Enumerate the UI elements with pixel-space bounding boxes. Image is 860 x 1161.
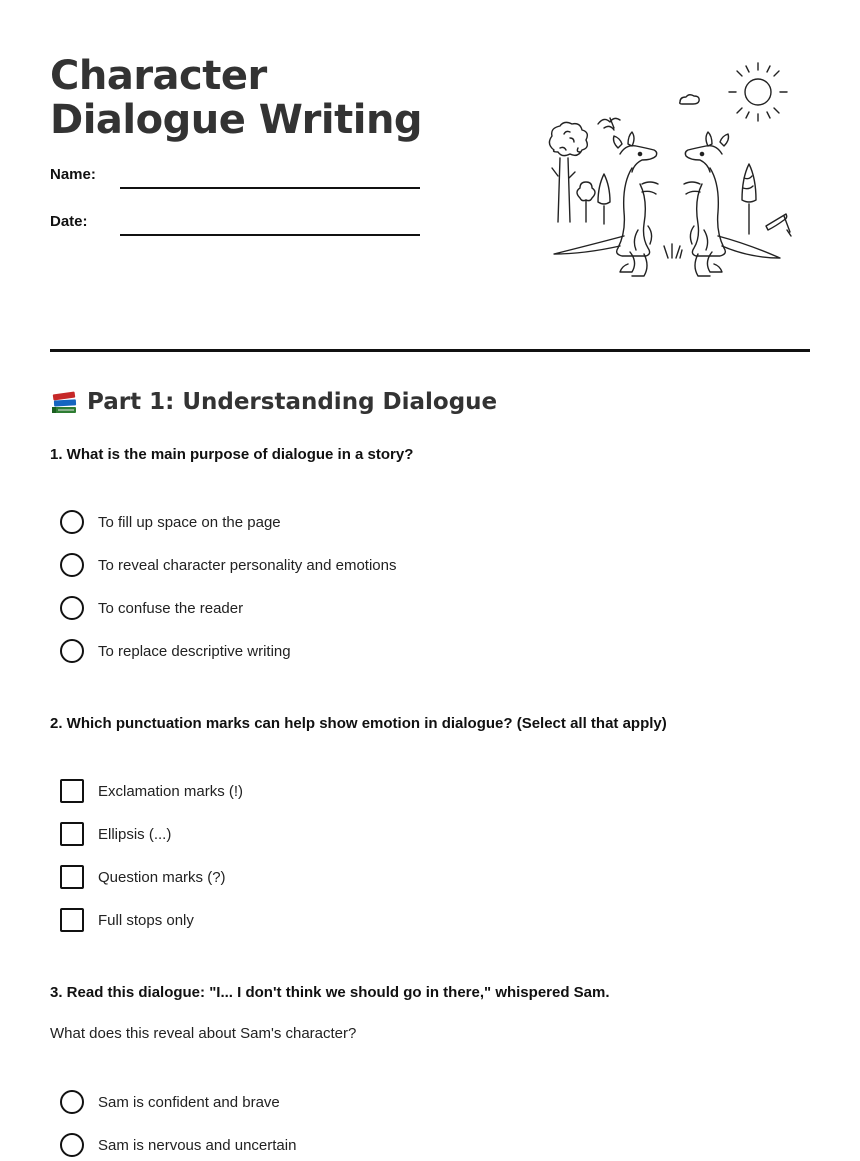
name-input-line[interactable]	[120, 187, 420, 189]
q1-option-4[interactable]	[60, 638, 291, 664]
section-title	[50, 388, 497, 416]
option-label: Sam is nervous and uncertain	[98, 1136, 297, 1154]
q2-option-4[interactable]	[60, 907, 194, 933]
date-field	[50, 211, 430, 241]
section-divider	[50, 349, 810, 352]
radio-button[interactable]	[60, 596, 84, 620]
q2-option-1[interactable]	[60, 778, 243, 804]
page-title: Character Dialogue Writing	[50, 53, 423, 143]
option-label: To confuse the reader	[98, 599, 244, 617]
radio-button[interactable]	[60, 553, 84, 577]
name-label: Name:	[50, 166, 96, 183]
option-label: Ellipsis (...)	[98, 825, 172, 843]
checkbox[interactable]	[60, 865, 84, 889]
sun-icon	[729, 63, 787, 121]
option-label: Full stops only	[98, 911, 194, 929]
radio-button[interactable]	[60, 639, 84, 663]
q1-option-3[interactable]	[60, 595, 243, 621]
q1-option-1[interactable]	[60, 509, 281, 535]
q3-option-1[interactable]	[60, 1089, 280, 1115]
checkbox[interactable]	[60, 822, 84, 846]
section-title-text: Part 1: Understanding Dialogue	[87, 389, 498, 415]
option-label: Exclamation marks (!)	[98, 782, 244, 800]
question-3-subprompt: What does this reveal about Sam's character?	[50, 1025, 357, 1042]
kangaroos-illustration	[540, 58, 810, 290]
radio-button[interactable]	[60, 1090, 84, 1114]
radio-button[interactable]	[60, 1133, 84, 1157]
checkbox[interactable]	[60, 779, 84, 803]
date-label: Date:	[50, 213, 88, 230]
q2-option-2[interactable]	[60, 821, 171, 847]
option-label: To replace descriptive writing	[98, 642, 291, 660]
radio-button[interactable]	[60, 510, 84, 534]
q2-option-3[interactable]	[60, 864, 226, 890]
question-3-prompt: 3. Read this dialogue: "I... I don't think we should go in there," whispered Sam.	[50, 984, 610, 1001]
checkbox[interactable]	[60, 908, 84, 932]
q3-option-2[interactable]	[60, 1132, 296, 1158]
date-input-line[interactable]	[120, 234, 420, 236]
q1-option-2[interactable]	[60, 552, 397, 578]
option-label: Question marks (?)	[98, 868, 226, 886]
name-field	[50, 164, 430, 194]
option-label: To fill up space on the page	[98, 513, 281, 531]
option-label: Sam is confident and brave	[98, 1093, 280, 1111]
question-2-prompt: 2. Which punctuation marks can help show emotion in dialogue? (Select all that apply)	[50, 715, 667, 732]
question-1-prompt: 1. What is the main purpose of dialogue in a story?	[50, 446, 414, 463]
books-icon	[50, 388, 78, 416]
option-label: To reveal character personality and emotions	[98, 556, 397, 574]
right-kangaroo	[684, 132, 780, 276]
